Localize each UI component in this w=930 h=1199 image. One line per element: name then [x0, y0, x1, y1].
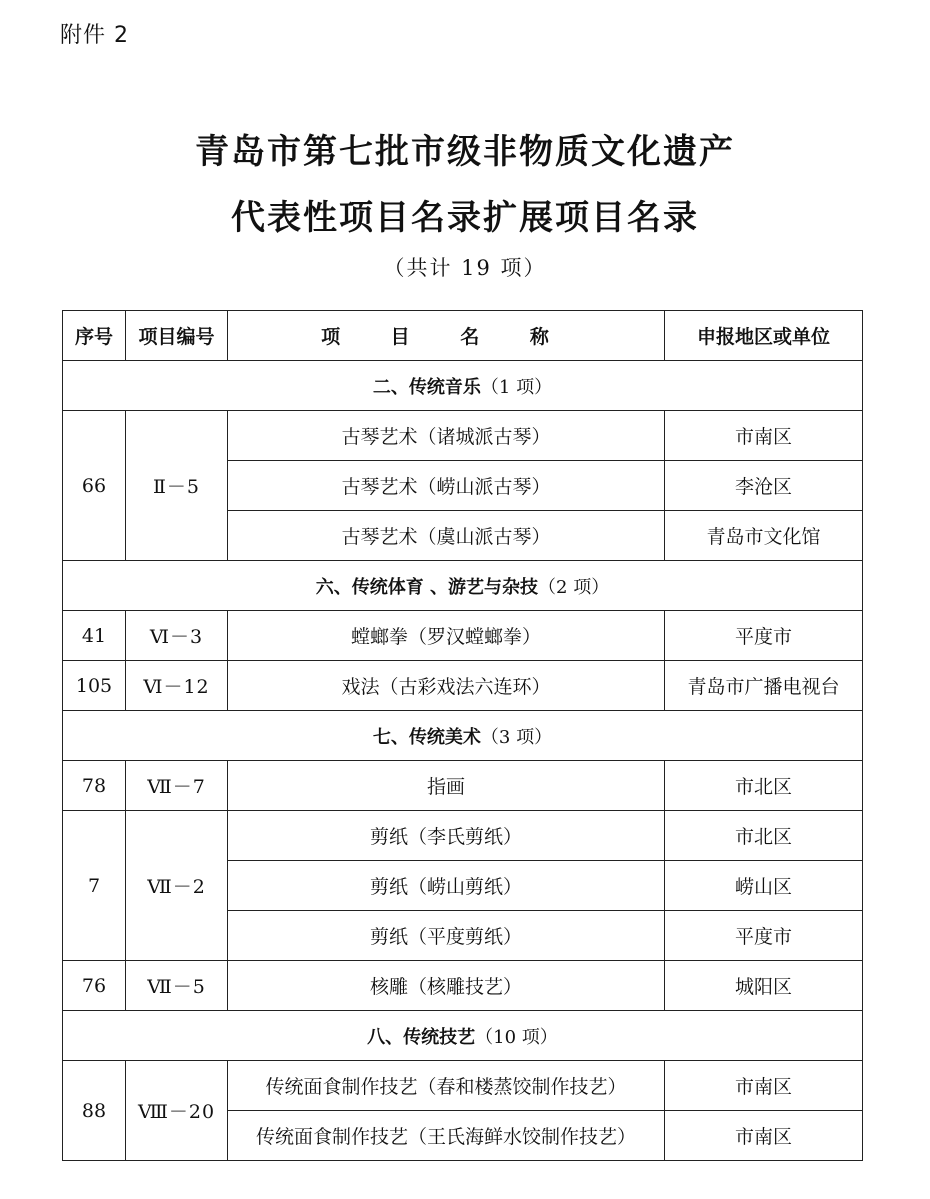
heritage-list-table	[62, 310, 863, 1161]
project-code-cell: Ⅶ－5	[126, 961, 228, 1011]
seq-cell: 66	[63, 411, 126, 561]
category-title-cell	[63, 1011, 863, 1061]
project-code-cell: Ⅷ－20	[126, 1061, 228, 1161]
project-code-cell: Ⅶ－2	[126, 811, 228, 961]
category-row	[63, 711, 863, 761]
seq-cell: 78	[63, 761, 126, 811]
category-title: 八、传统技艺	[367, 1026, 476, 1048]
applicant-unit-cell: 平度市	[665, 611, 863, 661]
applicant-unit-cell: 李沧区	[665, 461, 863, 511]
attachment-label: 附件 2	[60, 23, 129, 48]
project-name-cell: 剪纸（崂山剪纸）	[228, 861, 665, 911]
applicant-unit-cell: 平度市	[665, 911, 863, 961]
project-name-cell: 戏法（古彩戏法六连环）	[228, 661, 665, 711]
category-title: 六、传统体育 、游艺与杂技	[315, 576, 539, 598]
seq-cell: 7	[63, 811, 126, 961]
project-name-cell: 古琴艺术（诸城派古琴）	[228, 411, 665, 461]
project-name-cell: 剪纸（李氏剪纸）	[228, 811, 665, 861]
table-row	[63, 761, 863, 811]
seq-cell: 88	[63, 1061, 126, 1161]
applicant-unit-cell: 崂山区	[665, 861, 863, 911]
project-name-cell: 传统面食制作技艺（王氏海鲜水饺制作技艺）	[228, 1111, 665, 1161]
applicant-unit-cell: 青岛市文化馆	[665, 511, 863, 561]
category-count: （3 项）	[480, 726, 553, 748]
seq-cell: 105	[63, 661, 126, 711]
table-row	[63, 661, 863, 711]
document-title-line2: 代表性项目名录扩展项目名录	[231, 198, 699, 238]
applicant-unit-cell: 市北区	[665, 761, 863, 811]
applicant-unit-cell: 市南区	[665, 411, 863, 461]
applicant-unit-cell: 市南区	[665, 1061, 863, 1111]
category-count: （10 项）	[475, 1026, 558, 1048]
table-row	[63, 961, 863, 1011]
seq-cell: 41	[63, 611, 126, 661]
project-name-cell: 传统面食制作技艺（春和楼蒸饺制作技艺）	[228, 1061, 665, 1111]
table-row	[63, 811, 863, 861]
document-title-line1: 青岛市第七批市级非物质文化遗产	[195, 132, 735, 172]
table-row	[63, 411, 863, 461]
category-title-cell	[63, 561, 863, 611]
project-code-cell: Ⅵ－12	[126, 661, 228, 711]
project-code-cell: Ⅶ－7	[126, 761, 228, 811]
project-code-cell: Ⅵ－3	[126, 611, 228, 661]
column-header-seq: 序号	[63, 311, 126, 361]
column-header-name: 项 目 名 称	[228, 311, 665, 361]
category-count: （1 项）	[480, 376, 553, 398]
project-name-cell: 古琴艺术（虞山派古琴）	[228, 511, 665, 561]
project-code-cell: Ⅱ－5	[126, 411, 228, 561]
category-title: 二、传统音乐	[372, 376, 481, 398]
applicant-unit-cell: 市南区	[665, 1111, 863, 1161]
project-name-cell: 螳螂拳（罗汉螳螂拳）	[228, 611, 665, 661]
applicant-unit-cell: 青岛市广播电视台	[665, 661, 863, 711]
table-body	[63, 361, 863, 1161]
category-count: （2 项）	[538, 576, 610, 598]
seq-cell: 76	[63, 961, 126, 1011]
table-row	[63, 1061, 863, 1111]
applicant-unit-cell: 市北区	[665, 811, 863, 861]
project-name-cell: 剪纸（平度剪纸）	[228, 911, 665, 961]
project-name-cell: 指画	[228, 761, 665, 811]
category-title: 七、传统美术	[372, 726, 481, 748]
project-name-cell: 古琴艺术（崂山派古琴）	[228, 461, 665, 511]
category-row	[63, 361, 863, 411]
category-title-cell	[63, 711, 863, 761]
category-row	[63, 561, 863, 611]
applicant-unit-cell: 城阳区	[665, 961, 863, 1011]
category-row	[63, 1011, 863, 1061]
category-title-cell	[63, 361, 863, 411]
table-row	[63, 611, 863, 661]
table-header-row	[63, 311, 863, 361]
column-header-unit: 申报地区或单位	[665, 311, 863, 361]
document-subtitle: （共计 19 项）	[383, 256, 547, 280]
column-header-code: 项目编号	[126, 311, 228, 361]
project-name-cell: 核雕（核雕技艺）	[228, 961, 665, 1011]
